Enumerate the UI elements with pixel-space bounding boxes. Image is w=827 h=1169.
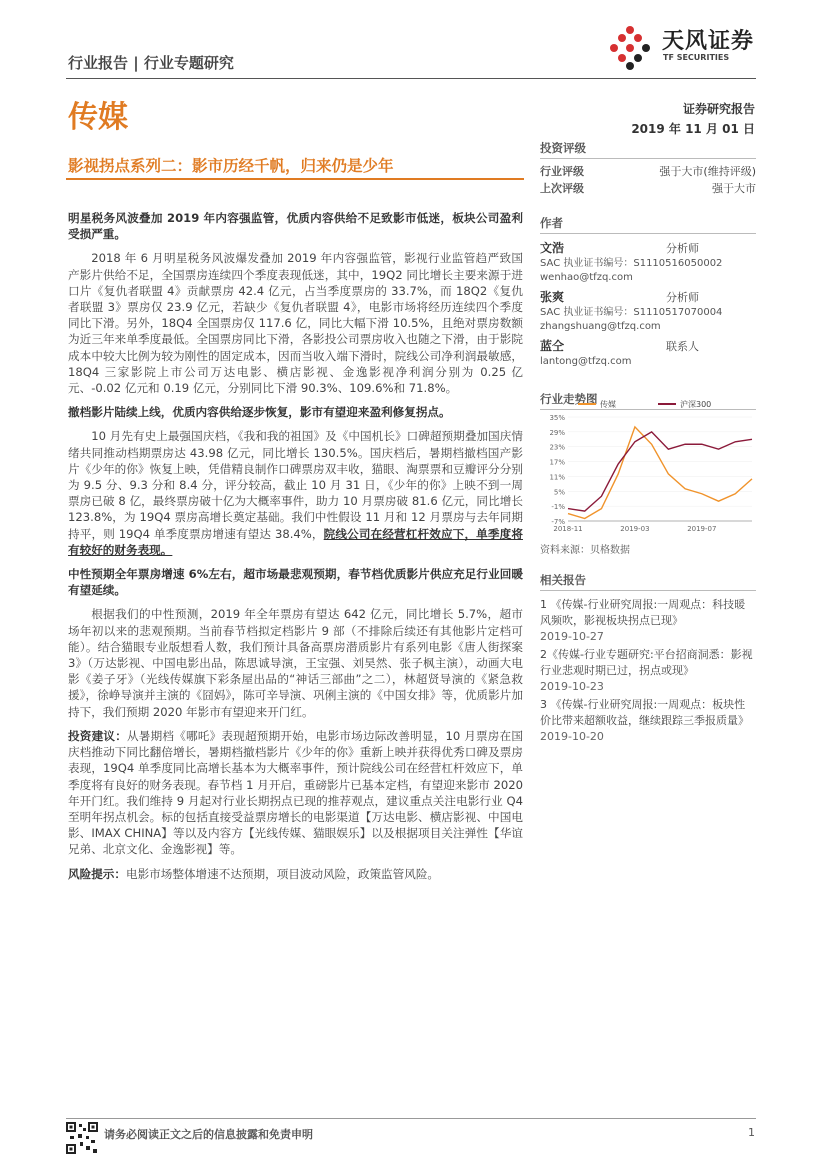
industry-rating-label: 行业评级	[540, 165, 584, 178]
page-number: 1	[748, 1126, 755, 1139]
investment-advice-text: 从暑期档《哪吒》表现超预期开始，电影市场边际改善明显，10 月票房在国庆档推动下同比翻倍增长，暑期档撤档影片《少年的你》重新上映并获得优秀口碑及票房表现，19Q4 单季度同比高增长基本为大概率事件，预计院线公司在经营杠杆效应下，单季度将有良好的财务表现。春节档 1 月开启，重磅影片已基本定档，有望迎来影市 2020 年开门红。我们维持 9 月起对行业长期拐点已现的推荐观点，建议重点关注电影行业 Q4 至明年拐点机会。标的包括直接受益票房增长的电影渠道【万达电影、横店影视、中国电影、IMAX CHINA】等以及内容方【光线传媒、猫眼娱乐】以及根据项目关注弹性【华谊兄弟、北京文化、金逸影视】等。	[68, 728, 523, 857]
industry-rating-value: 强于大市(维持评级)	[659, 165, 756, 178]
logo-dot-icon	[626, 26, 634, 34]
author-entry	[540, 289, 756, 334]
author-email[interactable]: wenhao@tfzq.com	[540, 272, 633, 283]
industry-trend-chart	[540, 395, 756, 540]
related-report-item[interactable]	[540, 647, 756, 695]
x-tick-label: 2018-11	[553, 525, 583, 533]
author-entry	[540, 338, 756, 369]
report-category: 行业报告 | 行业专题研究	[68, 54, 234, 72]
rating-heading: 投资评级	[540, 140, 756, 159]
y-tick-label: 29%	[549, 428, 565, 437]
authors-heading: 作者	[540, 215, 756, 234]
legend-label: 传媒	[600, 400, 616, 409]
investment-advice-label: 投资建议：	[68, 728, 127, 743]
logo-dot-icon	[610, 44, 618, 52]
y-tick-label: 11%	[549, 473, 565, 482]
logo-dot-icon	[618, 34, 626, 42]
risk-warning	[68, 866, 523, 882]
section-heading-3: 中性预期全年票房增速 6%左右，超市场最悲观预期，春节档优质影片供应充足行业回暖有望延续。	[68, 567, 523, 598]
related-report-title[interactable]: 3 《传媒-行业研究周报:一周观点：板块性价比带来超额收益，继续跟踪三季报质量》	[540, 698, 749, 727]
title-underline	[66, 178, 524, 180]
related-report-date: 2019-10-20	[540, 730, 604, 743]
related-reports	[540, 572, 756, 747]
related-report-date: 2019-10-27	[540, 630, 604, 643]
paragraph-1: 2018 年 6 月明星税务风波爆发叠加 2019 年内容强监管，影视行业监管趋严致国产影片供给不足，全国票房连续四个季度表现低迷，其中，19Q2 同比增长主要来源于进口片《复仇者联盟 4》贡献票房 42.4 亿元，占当季度票房的 33.7%，而 18Q2《复仇者联盟 3》票房仅 23.9 亿元，若缺少《复仇者联盟 4》，电影市场将经历连续四个季度同比下滑。另外，18Q4 全国票房仅 117.6 亿，同比大幅下滑 10.5%，且绝对票房数额为近三年来单季度最低。全国票房同比下滑，各影投公司票房收入也随之下滑，由于影院成本中较大比例为较为刚性的固定成本，因而当收入端下滑时，院线公司净利润最敏感，18Q4 三家影院上市公司万达电影、横店影视、金逸影视净利润分别为 0.25 亿元、-0.02 亿元和 0.19 亿元，分别同比下滑 90.3%、109.6%和 71.8%。	[68, 251, 523, 396]
footer-divider	[66, 1118, 756, 1119]
related-report-title[interactable]: 2《传媒-行业专题研究:平台招商洞悉：影视行业悲观时期已过，拐点或现》	[540, 648, 753, 677]
author-role: 分析师	[666, 242, 699, 255]
y-tick-label: 35%	[549, 414, 565, 422]
risk-warning-text: 电影市场整体增速不达预期，项目波动风险，政策监管风险。	[125, 866, 440, 881]
trend-heading: 行业走势图	[540, 391, 756, 410]
paragraph-2-emphasis: 院线公司在经营杠杆效应下，单季度将有较好的财务表现。	[68, 526, 523, 557]
last-rating-value: 强于大市	[712, 182, 756, 195]
logo-dot-icon	[634, 54, 642, 62]
y-tick-label: 23%	[549, 443, 565, 452]
section-heading-2: 撤档影片陆续上线，优质内容供给逐步恢复，影市有望迎来盈利修复拐点。	[68, 405, 451, 420]
y-tick-label: 5%	[553, 488, 565, 497]
author-email[interactable]: lantong@tfzq.com	[540, 356, 632, 367]
y-tick-label: -7%	[551, 518, 565, 526]
logo-dot-icon	[618, 54, 626, 62]
x-tick-label: 2019-03	[620, 525, 650, 533]
paragraph-3: 根据我们的中性预测，2019 年全年票房有望达 642 亿元，同比增长 5.7%，超市场年初以来的悲观预期。当前春节档拟定档影片 9 部（不排除后续还有其他影片定档可能）。结合猫眼专业版想看人数，我们预计具备高票房潜质影片有系列电影《唐人街探案 3》（万达影视、中国电影出品，陈思诚导演，王宝强、刘昊然、张子枫主演），动画大电影《姜子牙》（光线传媒旗下彩条屋出品的“神话三部曲”之二），林超贤导演的《紧急救援》，徐峥导演并主演的《囧妈》，陈可辛导演、巩俐主演的《中国女排》等，优质影片加持下，我们预期 2020 年影市有望迎来开门红。	[68, 607, 523, 719]
qr-code-icon	[66, 1122, 98, 1154]
industry-title: 传媒	[68, 100, 128, 135]
report-title: 影视拐点系列二：影市历经千帆，归来仍是少年	[68, 157, 394, 175]
related-report-title[interactable]: 1 《传媒-行业研究周报:一周观点：科技暖风频吹，影视板块拐点已现》	[540, 598, 746, 627]
sidebar	[540, 140, 756, 410]
related-heading: 相关报告	[540, 572, 756, 591]
investment-advice	[68, 728, 523, 858]
logo-name: 天风证券	[662, 29, 755, 54]
legend-label: 沪深300	[680, 400, 712, 409]
author-role: 分析师	[666, 291, 699, 304]
author-cert: SAC 执业证书编号：S1110517070004	[540, 307, 723, 318]
logo-subtitle: TF SECURITIES	[663, 53, 730, 62]
logo-dot-icon	[626, 44, 634, 52]
author-name: 蓝仝	[540, 339, 565, 353]
x-tick-label: 2019-07	[687, 525, 717, 533]
chart-source: 资料来源：贝格数据	[540, 545, 630, 556]
logo-dot-icon	[626, 62, 634, 70]
author-name: 文浩	[540, 241, 565, 255]
author-cert: SAC 执业证书编号：S1110516050002	[540, 258, 723, 269]
report-type: 证券研究报告	[682, 102, 755, 116]
last-rating-label: 上次评级	[540, 182, 584, 195]
last-rating	[540, 180, 756, 197]
logo-dot-icon	[642, 44, 650, 52]
related-report-item[interactable]	[540, 597, 756, 645]
author-entry	[540, 240, 756, 285]
header-divider	[66, 78, 756, 79]
paragraph-2	[68, 428, 523, 558]
author-role: 联系人	[666, 340, 699, 353]
section-heading-1: 明星税务风波叠加 2019 年内容强监管，优质内容供给不足致影市低迷，板块公司盈利受损严重。	[68, 211, 523, 242]
footer-disclaimer[interactable]: 请务必阅读正文之后的信息披露和免责申明	[104, 1128, 313, 1141]
author-email[interactable]: zhangshuang@tfzq.com	[540, 321, 661, 332]
logo-dot-icon	[634, 34, 642, 42]
industry-rating	[540, 163, 756, 180]
risk-warning-label: 风险提示：	[68, 866, 126, 881]
author-name: 张爽	[540, 290, 565, 304]
related-report-item[interactable]	[540, 697, 756, 745]
report-date: 2019 年 11 月 01 日	[631, 122, 755, 136]
paragraph-2-text: 10 月先有史上最强国庆档，《我和我的祖国》及《中国机长》口碑超预期叠加国庆情绪共同推动档期票房达 43.98 亿元，同比增长 130.5%。国庆档后，暑期档撤档国产影片《少年的你》恢复上映，凭借精良制作口碑票房双丰收，猫眼、淘票票和豆瓣评分分别为 9.5 分、9.3 分和 8.4 分，评分较高，截止 10 月 31 日，《少年的你》上映不到一周票房已破 8 亿，最终票房破十亿为大概率事件，助力 10 月票房破 81.6 亿元，同比增长 123.8%，为 19Q4 票房高增长奠定基础。我们中性假设 11 月和 12 月票房与去年同期持平，则 19Q4 单季度票房增速有望达 38.4%，	[68, 429, 523, 541]
y-tick-label: 17%	[549, 458, 565, 467]
y-tick-label: -1%	[551, 503, 565, 512]
main-body	[68, 210, 523, 890]
related-report-date: 2019-10-23	[540, 680, 604, 693]
